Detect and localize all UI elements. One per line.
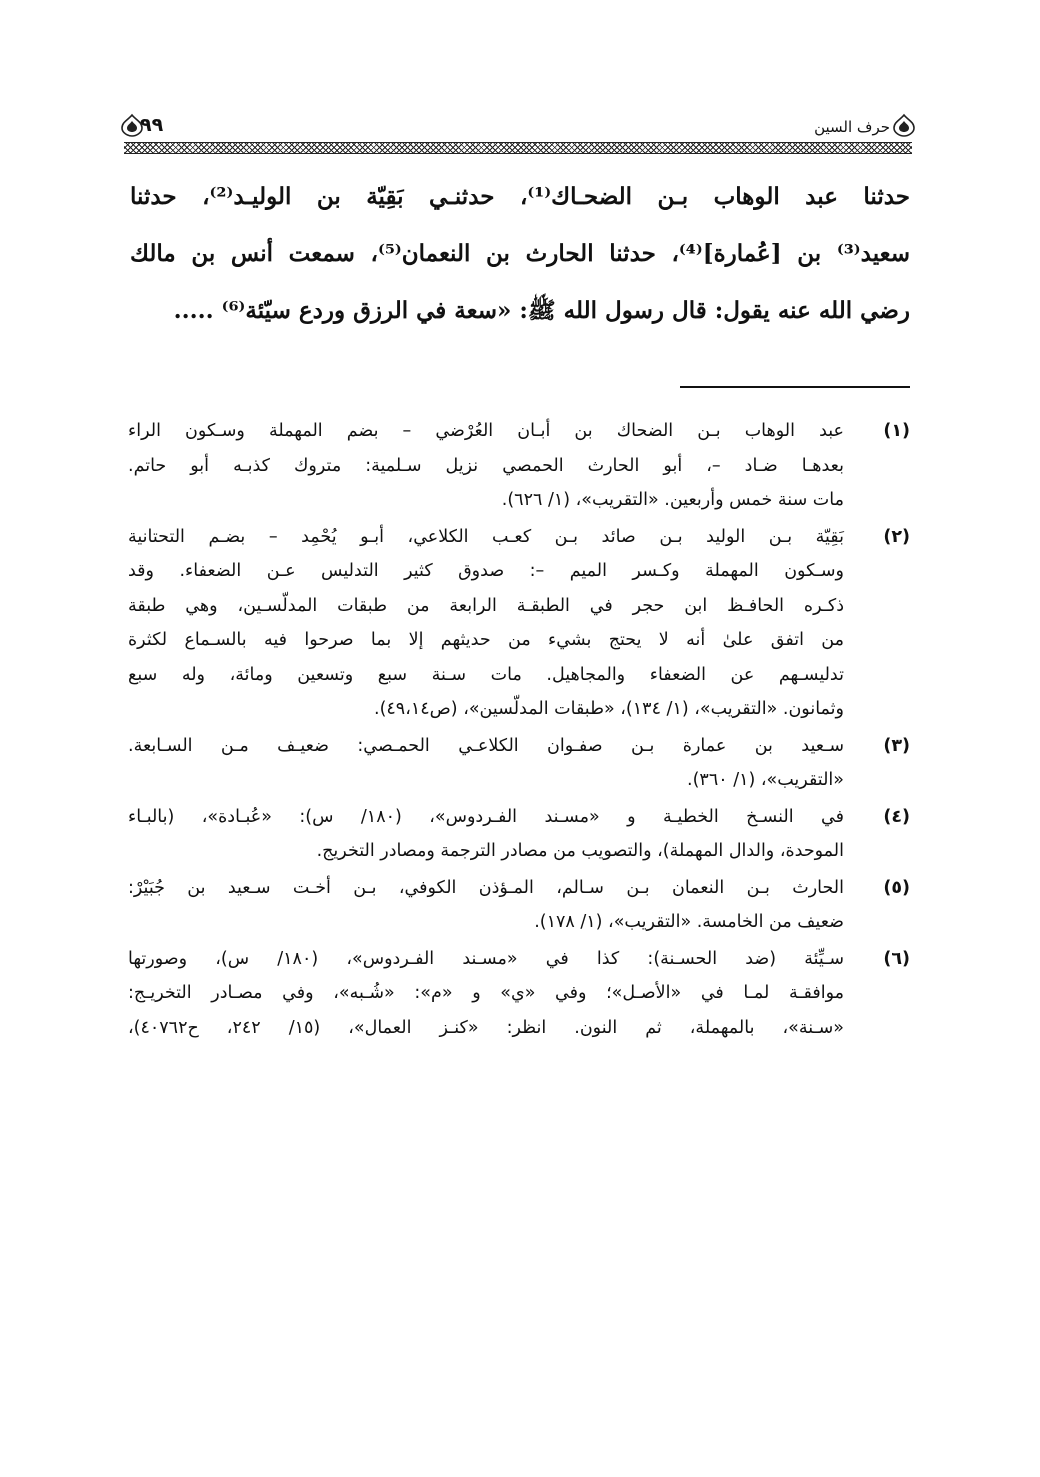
footnote-number: (٥) bbox=[883, 877, 910, 898]
footnote-line: ذكـره الحافـظ ابن حجر في الطبقـة الرابعة من طبقات المدلّسـين، وهي طبقة bbox=[128, 595, 844, 616]
footnote-number: (١) bbox=[883, 421, 910, 441]
header-divider bbox=[124, 142, 912, 154]
chapter-title: حرف السين bbox=[814, 118, 890, 136]
hadith-text bbox=[130, 168, 910, 339]
footnote-line: الحارث بـن النعمان بـن سـالم، المـؤذن الكوفي، بـن أخـت سـعيد بن جُبَيْرْ: bbox=[128, 877, 844, 898]
footnote-line: وسـكون المهملة وكـسر الميم –: صدوق كثير التدليس عـن الضعفاء. وقد bbox=[128, 561, 844, 581]
footnote-line: من اتفق علىٰ أنه لا يحتج بشيء من حديثهم إلا بما صرحوا فيه بالسـماع لكثرة bbox=[128, 630, 844, 650]
footnote-line: بعدهـا ضـاد –، أبو الحارث الحمصي نزيل سـلمية: متروك كذبـه أبو حاتم. bbox=[128, 455, 844, 476]
text-line: سعيد⁽³⁾ بن [عُمارة]⁽⁴⁾، حدثنا الحارث بن النعمان⁽⁵⁾، سمعت أنس بن مالك bbox=[130, 240, 911, 267]
footnote-number: (٦) bbox=[883, 948, 910, 969]
page-number: ٩٩ bbox=[140, 114, 164, 136]
footnote-line: الموحدة، والدال المهملة)، والتصويب من مصادر الترجمة ومصادر التخريج. bbox=[316, 841, 844, 861]
footnote-separator bbox=[680, 386, 910, 388]
footnote-line: سـيِّئة (ضد الحسـنة): كذا في «مسـند الفـردوس»، (١٨٠/ س)، وصورتها bbox=[128, 948, 844, 969]
footnote-line: «سـنة»، بالمهملة، ثم النون. انظر: «كنـز العمال»، (١٥/ ٢٤٢، ح٤٠٧٦٢)، bbox=[128, 1017, 844, 1038]
footnotes bbox=[128, 414, 910, 1047]
ornament-icon bbox=[118, 112, 146, 140]
footnote-line: تدليسـهم عن الضعفاء والمجاهيل. مات سـنة سبع وتسعين ومائة، وله سبع bbox=[128, 664, 844, 685]
footnote-2 bbox=[128, 520, 910, 727]
footnote-line: مات سنة خمس وأربعين. «التقريب»، (١/ ٦٢٦). bbox=[501, 490, 844, 510]
footnote-4 bbox=[128, 800, 910, 869]
footnote-line: موافقـة لمـا في «الأصـل»؛ وفي «ي» و «م»: «شُـبه»، وفي مصـادر التخريـج: bbox=[128, 983, 844, 1003]
footnote-line: وثمانون. «التقريب»، (١/ ١٣٤)، «طبقات المدلّسين»، (ص٤٩،١٤). bbox=[374, 699, 844, 719]
footnote-line: «التقريب»، (١/ ٣٦٠). bbox=[687, 770, 844, 790]
page-header bbox=[118, 108, 918, 158]
footnote-1 bbox=[128, 414, 910, 518]
footnote-3 bbox=[128, 729, 910, 798]
ornament-icon bbox=[890, 112, 918, 140]
footnote-line: بَقِيّة بـن الوليد بـن صائد بـن كعـب الكلاعي، أبـو يُحْمِد – بضـم التحتانية bbox=[128, 526, 844, 547]
footnote-number: (٤) bbox=[883, 806, 910, 827]
footnote-line: سـعيد بن عمارة بـن صفـوان الكلاعـي الحمـصي: ضعيـف مـن السـابعة. bbox=[128, 735, 844, 756]
footnote-6 bbox=[128, 942, 910, 1046]
text-line: حدثنا عبد الوهاب بـن الضحـاك⁽¹⁾، حدثنـي بَقِيّة بن الوليـد⁽²⁾، حدثنا bbox=[130, 183, 911, 210]
footnote-line: في النسـخ الخطيـة و «مسـند الفـردوس»، (١٨٠/ س): «عُبـادة»، (بالبـاء bbox=[128, 806, 844, 827]
footnote-line: عبد الوهاب بـن الضحاك بن أبـان العُرْضي – بضم المهملة وسـكون الراء bbox=[128, 421, 844, 441]
footnote-number: (٢) bbox=[883, 526, 910, 547]
footnote-line: ضعيف من الخامسة. «التقريب»، (١/ ١٧٨). bbox=[534, 912, 844, 932]
footnote-5 bbox=[128, 871, 910, 940]
footnote-number: (٣) bbox=[883, 735, 910, 756]
text-line: رضي الله عنه يقول: قال رسول الله ﷺ: «سعة في الرزق وردع سيّئة⁽⁶⁾ ..... bbox=[173, 297, 910, 324]
